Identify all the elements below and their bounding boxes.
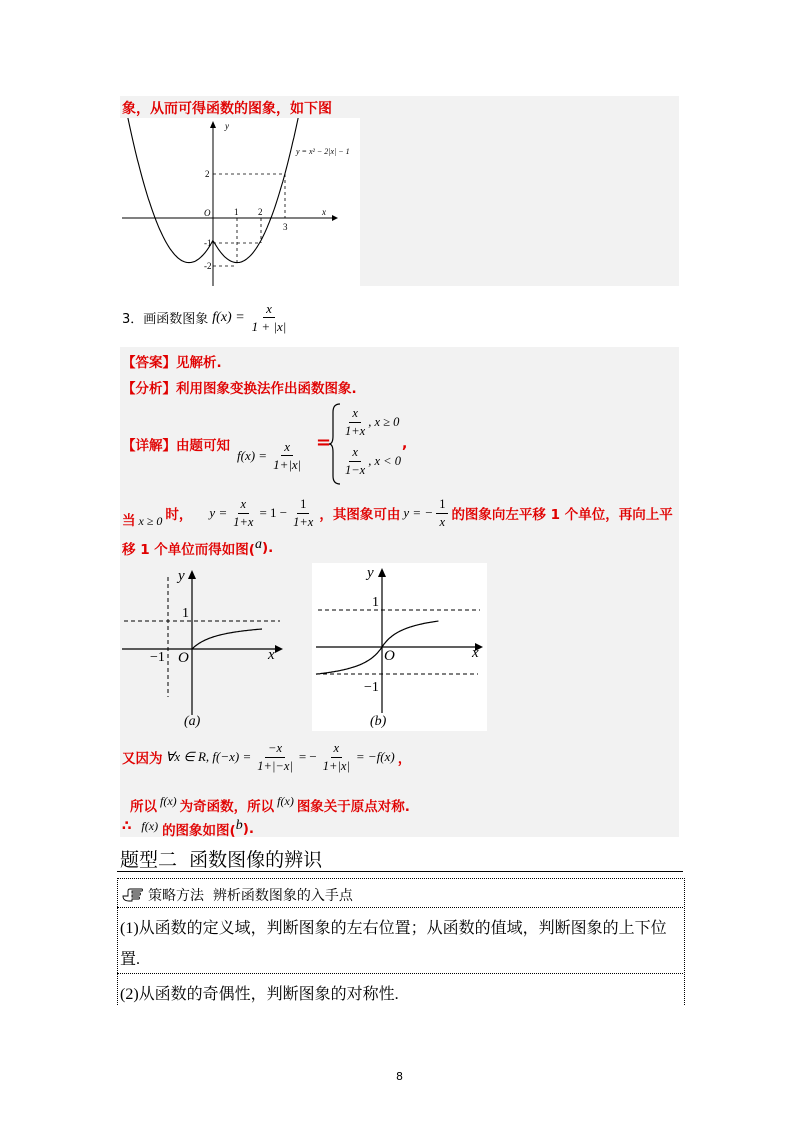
piecewise-case-1 (342, 407, 399, 437)
case1-fraction (342, 407, 368, 437)
graph-a-origin: O (178, 650, 189, 666)
detail-label: 【详解】由题可知 (122, 438, 230, 454)
page-number: 8 (396, 1070, 403, 1083)
odd-frac-1 (254, 742, 296, 772)
graph-a-curve (192, 629, 262, 649)
curve-equation: y = x² − 2|x| − 1 (296, 147, 350, 156)
shift-text: 的图象向左平移 1 个单位，再向上平 (451, 507, 673, 523)
eq-num-1: x (238, 498, 250, 514)
graph-b-tick-neg1: −1 (364, 680, 379, 695)
eq-den-1: 1+x (233, 514, 254, 529)
problem-3-lhs: f(x) = (212, 309, 245, 325)
so-mid: 为奇函数，所以 (179, 799, 275, 815)
so-fx-2: f(x) (277, 793, 294, 808)
detail-num: x (281, 440, 293, 456)
so-end: 图象关于原点对称. (296, 799, 410, 815)
strategy-item-2: (2)从函数的奇偶性，判断图象的对称性. (120, 986, 399, 1003)
so-prefix: 所以 (130, 799, 157, 815)
x-axis-label: x (322, 207, 326, 217)
eq-mid: = 1 − (259, 505, 288, 520)
after-eq: ，其图象可由 (319, 507, 401, 523)
shift-text-2: 移 1 个单位而得如图( (122, 542, 255, 558)
case2-cond: , x < 0 (368, 453, 401, 468)
so-fx-1: f(x) (160, 793, 177, 808)
eq-lhs: y = (209, 505, 228, 520)
problem-3-den: 1 + |x| (251, 319, 287, 334)
therefore-b: b (235, 818, 243, 833)
intro-text: 象，从而可得函数的图象，如下图 (122, 101, 332, 117)
case2-fraction (342, 446, 368, 476)
y-tick-neg2: -2 (204, 261, 212, 271)
graph-b-origin: O (384, 648, 395, 664)
odd-line (122, 742, 411, 772)
graph-b-x-label: x (472, 645, 479, 661)
parabola-graph (120, 118, 360, 288)
odd-comma: ， (397, 751, 412, 767)
therefore-mid: 的图象如图( (162, 823, 236, 839)
eq-den-2: 1+x (293, 514, 314, 529)
strategy-label: 策略方法 辨析函数图象的入手点 (148, 888, 353, 904)
origin-label: O (204, 208, 211, 218)
piecewise-case-2 (342, 446, 401, 476)
graph-b-tick-1: 1 (372, 595, 379, 610)
shift-end: ). (261, 540, 274, 556)
strategy-header (122, 885, 353, 905)
strategy-item-1: (1)从函数的定义域，判断图象的左右位置；从函数的值域，判断图象的上下位 (120, 920, 667, 937)
graph-a-x-label: x (268, 647, 275, 663)
piecewise-brace (328, 402, 342, 486)
shift-line-2 (122, 538, 273, 558)
y-axis-label: y (225, 121, 229, 131)
when-cond: x ≥ 0 (138, 513, 163, 528)
odd-den-2: 1+|x| (322, 758, 350, 773)
section-title-underline (117, 871, 683, 872)
x-tick-3: 3 (283, 222, 288, 232)
odd-end: = −f(x) (355, 749, 395, 764)
odd-den-1: 1+|−x| (257, 758, 293, 773)
when-prefix: 当 (122, 513, 136, 529)
base-num: 1 (436, 498, 448, 514)
graph-a-tick-1: 1 (182, 606, 189, 621)
section-title: 题型二 函数图像的辨识 (120, 849, 323, 871)
case1-num: x (349, 407, 361, 423)
y-tick-neg1: -1 (204, 238, 212, 248)
so-line (130, 791, 410, 815)
base-frac (436, 498, 448, 528)
piecewise-comma: , (402, 436, 408, 452)
odd-prefix: 又因为 (122, 751, 163, 767)
odd-expr: ∀x ∈ R, f(−x) = (165, 749, 252, 764)
graph-a-y-label: y (178, 568, 185, 584)
case1-den: 1+x (345, 423, 366, 438)
odd-frac-2 (320, 742, 353, 772)
problem-3-label: 3．画函数图象 (122, 312, 209, 327)
graph-a-caption: (a) (184, 714, 201, 729)
therefore-end: ). (242, 821, 255, 837)
case1-cond: , x ≥ 0 (368, 414, 400, 429)
problem-3 (122, 302, 289, 333)
eq-num-2: 1 (297, 498, 309, 514)
graph-b-y-label: y (367, 565, 374, 581)
therefore-fx: f(x) (141, 818, 159, 833)
case2-den: 1−x (345, 462, 366, 477)
y-tick-2: 2 (205, 169, 210, 179)
therefore-line (122, 816, 255, 839)
eq-frac-2 (290, 498, 316, 528)
problem-3-fraction (249, 302, 290, 333)
therefore-symbol: ∴ (122, 818, 132, 834)
when-suffix: 时， (165, 507, 193, 523)
strategy-divider-1 (117, 907, 683, 908)
analysis-line: 【分析】利用图象变换法作出函数图象. (122, 381, 357, 397)
odd-num-1: −x (265, 742, 285, 758)
detail-den: 1+|x| (273, 457, 302, 472)
answer-line: 【答案】见解析. (122, 355, 222, 371)
graph-a-tick-neg1: −1 (150, 650, 165, 665)
detail-lhs: f(x) = (237, 447, 268, 463)
equals-sign: = (316, 432, 332, 453)
strategy-item-1-cont: 置. (120, 951, 141, 968)
pointing-hand-icon (122, 887, 144, 903)
graph-a (120, 565, 290, 730)
strategy-divider-2 (117, 973, 683, 974)
odd-num-2: x (331, 742, 343, 758)
base-lhs: y = − (403, 505, 434, 520)
base-den: x (439, 514, 446, 529)
odd-eq-2: = − (298, 749, 317, 764)
problem-3-num: x (263, 302, 275, 318)
x-tick-1: 1 (234, 207, 239, 217)
x-tick-2: 2 (258, 207, 263, 217)
graph-b-caption: (b) (370, 714, 387, 729)
when-line (122, 498, 673, 528)
case2-num: x (349, 446, 361, 462)
shift-a: a (254, 537, 262, 552)
graph-b (312, 563, 487, 731)
detail-formula (237, 440, 304, 471)
detail-fraction (270, 440, 304, 471)
eq-frac-1 (230, 498, 256, 528)
